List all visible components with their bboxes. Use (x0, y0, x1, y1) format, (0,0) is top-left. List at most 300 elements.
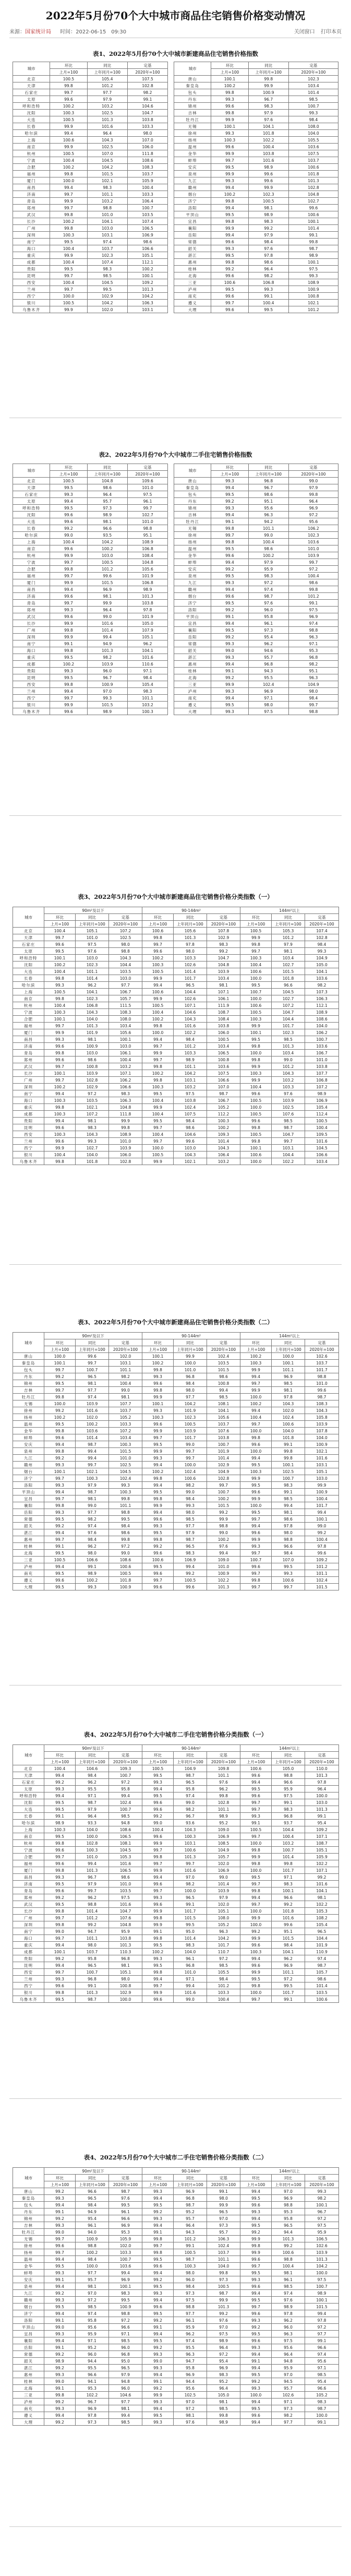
value-cell: 99.8 (50, 627, 87, 634)
value-cell: 97.7 (174, 2310, 207, 2317)
value-cell: 99.3 (211, 478, 248, 484)
close-window-link[interactable]: 关闭窗口 (294, 29, 315, 35)
value-cell: 112.4 (305, 1111, 339, 1118)
value-cell: 99.8 (240, 1138, 272, 1145)
value-cell: 99.6 (174, 1584, 207, 1590)
value-cell: 99.6 (305, 1387, 339, 1394)
value-cell: 99.4 (211, 484, 248, 491)
value-cell: 100.2 (87, 545, 127, 552)
value-cell: 99.3 (288, 272, 338, 279)
table-row (13, 1414, 339, 1421)
city-cell: 遵义 (13, 2412, 44, 2419)
city-cell: 南宁 (13, 640, 50, 647)
column-gap (168, 272, 174, 279)
value-cell: 99.3 (44, 1509, 76, 1516)
value-cell: 99.5 (142, 2337, 174, 2344)
col-group: 定基 (288, 464, 338, 471)
value-cell: 103.0 (305, 1799, 339, 1806)
value-cell: 100.0 (240, 1448, 272, 1455)
table-row (13, 1867, 339, 1874)
col-group: 同比 (272, 914, 305, 921)
value-cell: 105.1 (127, 252, 167, 259)
value-cell: 107.5 (174, 1111, 207, 1118)
value-cell: 99.3 (240, 1543, 272, 1550)
city-cell: 岳阳 (13, 1509, 44, 1516)
value-cell: 103.8 (109, 1935, 142, 1942)
value-cell: 101.0 (174, 1367, 207, 1373)
value-cell: 107.4 (127, 218, 167, 225)
value-cell: 105.0 (127, 620, 167, 627)
value-cell: 99.6 (240, 1489, 272, 1495)
table-row (13, 137, 338, 144)
value-cell: 100.4 (44, 968, 76, 975)
value-cell: 109.8 (207, 1765, 240, 1772)
value-cell: 103.8 (207, 1434, 240, 1441)
value-cell: 101.2 (174, 2236, 207, 2242)
value-cell: 104.6 (127, 103, 167, 110)
value-cell: 101.4 (174, 968, 207, 975)
value-cell: 107.8 (207, 928, 240, 934)
value-cell: 96.0 (109, 2344, 142, 2351)
value-cell: 99.9 (240, 2236, 272, 2242)
value-cell: 96.9 (109, 2222, 142, 2229)
table-row (13, 1495, 339, 1502)
city-cell: 平顶山 (13, 1489, 44, 1495)
value-cell: 97.4 (76, 1523, 109, 1529)
value-cell: 98.4 (76, 1536, 109, 1543)
value-cell: 99.3 (76, 1138, 109, 1145)
city-cell: 济宁 (13, 1475, 44, 1482)
city-cell: 泸州 (13, 1563, 44, 1570)
value-cell: 99.5 (240, 1462, 272, 1468)
city-cell: 沈阳 (13, 110, 50, 116)
value-cell: 103.6 (109, 2263, 142, 2270)
value-cell: 99.6 (142, 1881, 174, 1888)
value-cell: 103.8 (127, 600, 167, 607)
table-row (13, 525, 338, 532)
table-row (13, 2242, 339, 2249)
value-cell: 99.2 (142, 2317, 174, 2324)
city-cell: 兰州 (13, 1138, 44, 1145)
value-cell: 99.8 (142, 2249, 174, 2256)
value-cell: 111.9 (207, 1002, 240, 1009)
table-row (13, 1881, 339, 1888)
column-gap (168, 191, 174, 198)
value-cell: 104.6 (109, 2392, 142, 2399)
value-cell: 103.0 (174, 1145, 207, 1152)
value-cell: 98.8 (272, 2256, 305, 2263)
table-row (13, 627, 338, 634)
table-row (13, 518, 338, 525)
value-cell: 106.8 (127, 579, 167, 586)
value-cell: 102.4 (305, 1577, 339, 1584)
city-cell: 无锡 (174, 525, 211, 532)
value-cell: 97.9 (87, 96, 127, 103)
value-cell: 97.5 (272, 2337, 305, 2344)
value-cell: 98.0 (109, 1976, 142, 1983)
value-cell: 97.6 (174, 2419, 207, 2426)
value-cell: 96.6 (272, 982, 305, 989)
value-cell: 101.4 (76, 1434, 109, 1441)
value-cell: 106.4 (207, 1152, 240, 1158)
value-cell: 101.6 (76, 1407, 109, 1414)
table-row (13, 1428, 339, 1434)
value-cell: 98.8 (272, 1772, 305, 1779)
value-cell: 100.1 (44, 1016, 76, 1023)
value-cell: 98.2 (305, 982, 339, 989)
column-gap (168, 525, 174, 532)
value-cell: 105.0 (207, 2392, 240, 2399)
column-gap (168, 306, 174, 313)
value-cell: 97.4 (87, 239, 127, 245)
table-row (13, 484, 338, 491)
value-cell: 99.8 (207, 1792, 240, 1799)
table-row (13, 2209, 339, 2215)
city-cell: 温州 (13, 1421, 44, 1428)
city-cell: 唐山 (174, 76, 211, 82)
value-cell: 98.9 (174, 1056, 207, 1063)
value-cell: 102.2 (207, 1577, 240, 1584)
table-row (13, 1509, 339, 1516)
city-cell: 宜昌 (174, 620, 211, 627)
value-cell: 101.4 (174, 1935, 207, 1942)
value-cell: 97.1 (76, 1792, 109, 1799)
value-cell: 97.4 (174, 2337, 207, 2344)
value-cell: 97.7 (76, 1509, 109, 1516)
value-cell: 101.2 (272, 1063, 305, 1070)
table-row (13, 2283, 339, 2290)
col-sub: 2020年=100 (109, 1759, 142, 1765)
index-table (13, 907, 339, 1165)
col-sub: 上月=100 (240, 1759, 272, 1765)
city-cell: 赣州 (13, 1462, 44, 1468)
value-cell: 101.4 (305, 1983, 339, 1989)
value-cell: 97.6 (248, 600, 288, 607)
value-cell: 100.3 (44, 1131, 76, 1138)
city-cell: 包头 (174, 89, 211, 96)
source-link[interactable]: 国家统计局 (25, 29, 51, 35)
value-cell: 99.4 (240, 1373, 272, 1380)
value-cell: 105.7 (305, 1969, 339, 1976)
table-row (13, 688, 338, 695)
value-cell: 100.0 (50, 293, 87, 300)
col-sub: 上年同月=100 (248, 471, 288, 478)
value-cell: 99.9 (142, 1428, 174, 1434)
value-cell: 95.9 (248, 566, 288, 573)
city-cell: 无锡 (13, 1400, 44, 1407)
value-cell: 101.6 (305, 1881, 339, 1888)
value-cell: 106.3 (127, 300, 167, 306)
value-cell: 101.3 (76, 1867, 109, 1874)
value-cell: 96.7 (248, 484, 288, 491)
col-sub: 2020年=100 (207, 1346, 240, 1353)
value-cell: 99.5 (50, 266, 87, 272)
value-cell: 102.1 (76, 1468, 109, 1475)
table-row (13, 1056, 339, 1063)
value-cell: 99.5 (87, 286, 127, 293)
col-group: 环比 (50, 62, 87, 69)
value-cell: 98.9 (87, 708, 127, 715)
value-cell: 96.5 (174, 1543, 207, 1550)
table-row (13, 1874, 339, 1881)
value-cell: 100.5 (240, 1009, 272, 1016)
value-cell: 98.7 (174, 2256, 207, 2263)
value-cell: 98.0 (272, 1529, 305, 1536)
value-cell: 97.2 (288, 566, 338, 573)
value-cell: 98.8 (305, 1373, 339, 1380)
col-group: 同比 (87, 464, 127, 471)
value-cell: 96.9 (272, 1373, 305, 1380)
value-cell: 101.1 (109, 1502, 142, 1509)
value-cell: 99.6 (142, 1996, 174, 2003)
page-title: 2022年5月份70个大中城市商品住宅销售价格变动情况 (45, 9, 306, 22)
table-row (13, 2304, 339, 2310)
table-row (13, 2331, 339, 2337)
value-cell: 99.4 (44, 1792, 76, 1799)
value-cell: 99.1 (272, 1441, 305, 1448)
city-cell: 西宁 (13, 695, 50, 702)
value-cell: 99.2 (44, 2365, 76, 2371)
table-row (13, 1036, 339, 1043)
col-group: 环比 (44, 914, 76, 921)
city-cell: 青岛 (13, 600, 50, 607)
value-cell: 99.4 (240, 2399, 272, 2405)
value-cell: 94.8 (272, 2358, 305, 2365)
column-gap (168, 668, 174, 674)
value-cell: 97.2 (248, 579, 288, 586)
value-cell: 103.9 (87, 661, 127, 668)
value-cell: 99.7 (50, 573, 87, 579)
city-cell: 郑州 (13, 205, 50, 211)
city-cell: 广州 (13, 225, 50, 232)
col-group: 定基 (305, 1752, 339, 1759)
table-row (13, 1455, 339, 1462)
value-cell: 99.7 (142, 1434, 174, 1441)
value-cell: 100.0 (240, 1104, 272, 1111)
value-cell: 99.4 (76, 1455, 109, 1462)
col-sub: 2020年=100 (207, 1759, 240, 1765)
value-cell: 99.9 (142, 2392, 174, 2399)
city-cell: 武汉 (13, 613, 50, 620)
col-sub: 上年同月=100 (174, 921, 207, 928)
value-cell: 99.8 (50, 171, 87, 177)
value-cell: 99.6 (240, 1529, 272, 1536)
value-cell: 99.6 (142, 1570, 174, 1577)
value-cell: 99.5 (174, 1921, 207, 1928)
city-cell: 遵义 (13, 1577, 44, 1584)
value-cell: 103.2 (272, 1840, 305, 1847)
value-cell: 99.0 (174, 1489, 207, 1495)
value-cell: 99.5 (142, 1529, 174, 1536)
value-cell: 98.7 (272, 1124, 305, 1131)
city-cell: 重庆 (13, 252, 50, 259)
col-sub: 上年同月=100 (174, 1346, 207, 1353)
col-group: 同比 (174, 2175, 207, 2181)
value-cell: 98.4 (288, 695, 338, 702)
city-cell: 福州 (13, 1023, 44, 1029)
city-cell: 深圳 (13, 634, 50, 640)
value-cell: 97.6 (207, 1543, 240, 1550)
city-cell: 南京 (13, 545, 50, 552)
value-cell: 100.2 (127, 266, 167, 272)
value-cell: 102.3 (288, 76, 338, 82)
city-cell: 广州 (13, 1915, 44, 1921)
value-cell: 99.7 (240, 1996, 272, 2003)
value-cell: 101.3 (127, 286, 167, 293)
value-cell: 99.9 (50, 123, 87, 130)
col-group: 同比 (76, 2175, 109, 2181)
table-row (13, 1536, 339, 1543)
value-cell: 99.0 (87, 613, 127, 620)
city-cell: 昆明 (13, 1962, 44, 1969)
value-cell: 98.3 (207, 2371, 240, 2378)
value-cell: 99.5 (109, 2297, 142, 2304)
print-page-link[interactable]: 打印本页 (321, 29, 342, 35)
value-cell: 101.0 (305, 1056, 339, 1063)
value-cell: 102.5 (87, 110, 127, 116)
value-cell: 108.4 (127, 552, 167, 559)
city-cell: 上海 (13, 1826, 44, 1833)
value-cell: 99.1 (76, 1983, 109, 1989)
table-row (13, 198, 338, 205)
value-cell: 103.4 (305, 1158, 339, 1165)
value-cell: 98.6 (127, 239, 167, 245)
value-cell: 103.9 (207, 1888, 240, 1894)
city-cell: 长沙 (13, 1070, 44, 1077)
city-cell: 扬州 (13, 2249, 44, 2256)
value-cell: 96.1 (109, 2209, 142, 2215)
value-cell: 101.2 (288, 306, 338, 313)
value-cell: 100.1 (240, 1029, 272, 1036)
value-cell: 99.2 (44, 2419, 76, 2426)
col-sub: 2020年=100 (305, 921, 339, 928)
value-cell: 94.6 (248, 647, 288, 654)
value-cell: 96.3 (248, 512, 288, 518)
value-cell: 99.9 (240, 1063, 272, 1070)
value-cell: 99.3 (211, 96, 248, 103)
value-cell: 101.4 (76, 1908, 109, 1915)
column-gap (168, 103, 174, 110)
column-gap (168, 123, 174, 130)
value-cell: 99.5 (272, 1563, 305, 1570)
value-cell: 107.4 (305, 928, 339, 934)
city-cell: 银川 (13, 1989, 44, 1996)
city-cell: 扬州 (174, 137, 211, 144)
value-cell: 94.2 (248, 518, 288, 525)
value-cell: 95.6 (174, 2385, 207, 2392)
value-cell: 100.0 (240, 1840, 272, 1847)
city-cell: 无锡 (13, 2236, 44, 2242)
value-cell: 103.4 (272, 1050, 305, 1056)
table-row (13, 2256, 339, 2263)
value-cell: 107.5 (127, 76, 167, 82)
value-cell: 104.0 (305, 1023, 339, 1029)
column-gap (168, 593, 174, 600)
table-row (13, 566, 338, 573)
value-cell: 107.1 (174, 1002, 207, 1009)
value-cell: 100.0 (240, 2392, 272, 2399)
value-cell: 101.2 (76, 1915, 109, 1921)
value-cell: 96.4 (207, 2344, 240, 2351)
value-cell: 99.3 (240, 2209, 272, 2215)
value-cell: 98.4 (76, 1772, 109, 1779)
table-title: 表3、2022年5月份70个大中城市新建商品住宅销售价格分类指数（一） (78, 893, 273, 900)
value-cell: 104.3 (174, 1826, 207, 1833)
value-cell: 107.0 (207, 1084, 240, 1090)
table-row (13, 1779, 339, 1786)
value-cell: 105.1 (305, 1468, 339, 1475)
column-gap (168, 674, 174, 681)
value-cell: 99.7 (142, 1983, 174, 1989)
value-cell: 99.9 (207, 1516, 240, 1523)
city-cell: 常德 (174, 640, 211, 647)
value-cell: 107.0 (272, 1557, 305, 1563)
value-cell: 104.1 (207, 1407, 240, 1414)
value-cell: 101.6 (109, 1901, 142, 1908)
value-cell: 107.5 (288, 150, 338, 157)
value-cell: 95.9 (272, 1786, 305, 1792)
value-cell: 104.5 (109, 1468, 142, 1475)
value-cell: 98.9 (76, 1570, 109, 1577)
city-cell: 哈尔滨 (13, 532, 50, 539)
value-cell: 97.1 (288, 640, 338, 647)
value-cell: 109.2 (305, 1826, 339, 1833)
value-cell: 98.2 (288, 661, 338, 668)
table-row (13, 144, 338, 150)
value-cell: 99.4 (50, 130, 87, 137)
value-cell: 98.8 (174, 2304, 207, 2310)
table-row (13, 2202, 339, 2209)
value-cell: 100.1 (44, 955, 76, 961)
value-cell: 101.9 (305, 1942, 339, 1949)
value-cell: 99.6 (240, 2337, 272, 2344)
column-gap (168, 647, 174, 654)
value-cell: 99.5 (240, 982, 272, 989)
value-cell: 100.9 (248, 89, 288, 96)
value-cell: 95.7 (87, 498, 127, 505)
value-cell: 101.9 (127, 573, 167, 579)
value-cell: 101.1 (248, 525, 288, 532)
city-cell: 宁波 (13, 157, 50, 164)
value-cell: 99.8 (142, 1367, 174, 1373)
value-cell: 104.0 (174, 1949, 207, 1955)
value-cell: 100.5 (50, 150, 87, 157)
city-cell: 金华 (13, 1428, 44, 1434)
value-cell: 100.6 (288, 211, 338, 218)
value-cell: 103.0 (87, 552, 127, 559)
value-cell: 101.4 (272, 1854, 305, 1860)
city-cell: 北京 (13, 928, 44, 934)
value-cell: 99.8 (211, 539, 248, 545)
value-cell: 99.3 (44, 2405, 76, 2412)
value-cell: 99.6 (44, 1434, 76, 1441)
city-cell: 厦门 (13, 579, 50, 586)
value-cell: 97.9 (248, 232, 288, 239)
col-group: 定基 (109, 1339, 142, 1346)
value-cell: 106.9 (207, 1833, 240, 1840)
value-cell: 104.8 (87, 478, 127, 484)
col-group: 环比 (50, 464, 87, 471)
city-cell: 贵阳 (13, 1955, 44, 1962)
city-cell: 宁波 (13, 1009, 44, 1016)
city-cell: 南昌 (13, 1874, 44, 1881)
table-row (13, 989, 339, 995)
value-cell: 99.8 (240, 1983, 272, 1989)
city-cell: 南京 (13, 1833, 44, 1840)
value-cell: 99.5 (211, 252, 248, 259)
value-cell: 98.4 (288, 116, 338, 123)
value-cell: 97.7 (76, 1387, 109, 1394)
